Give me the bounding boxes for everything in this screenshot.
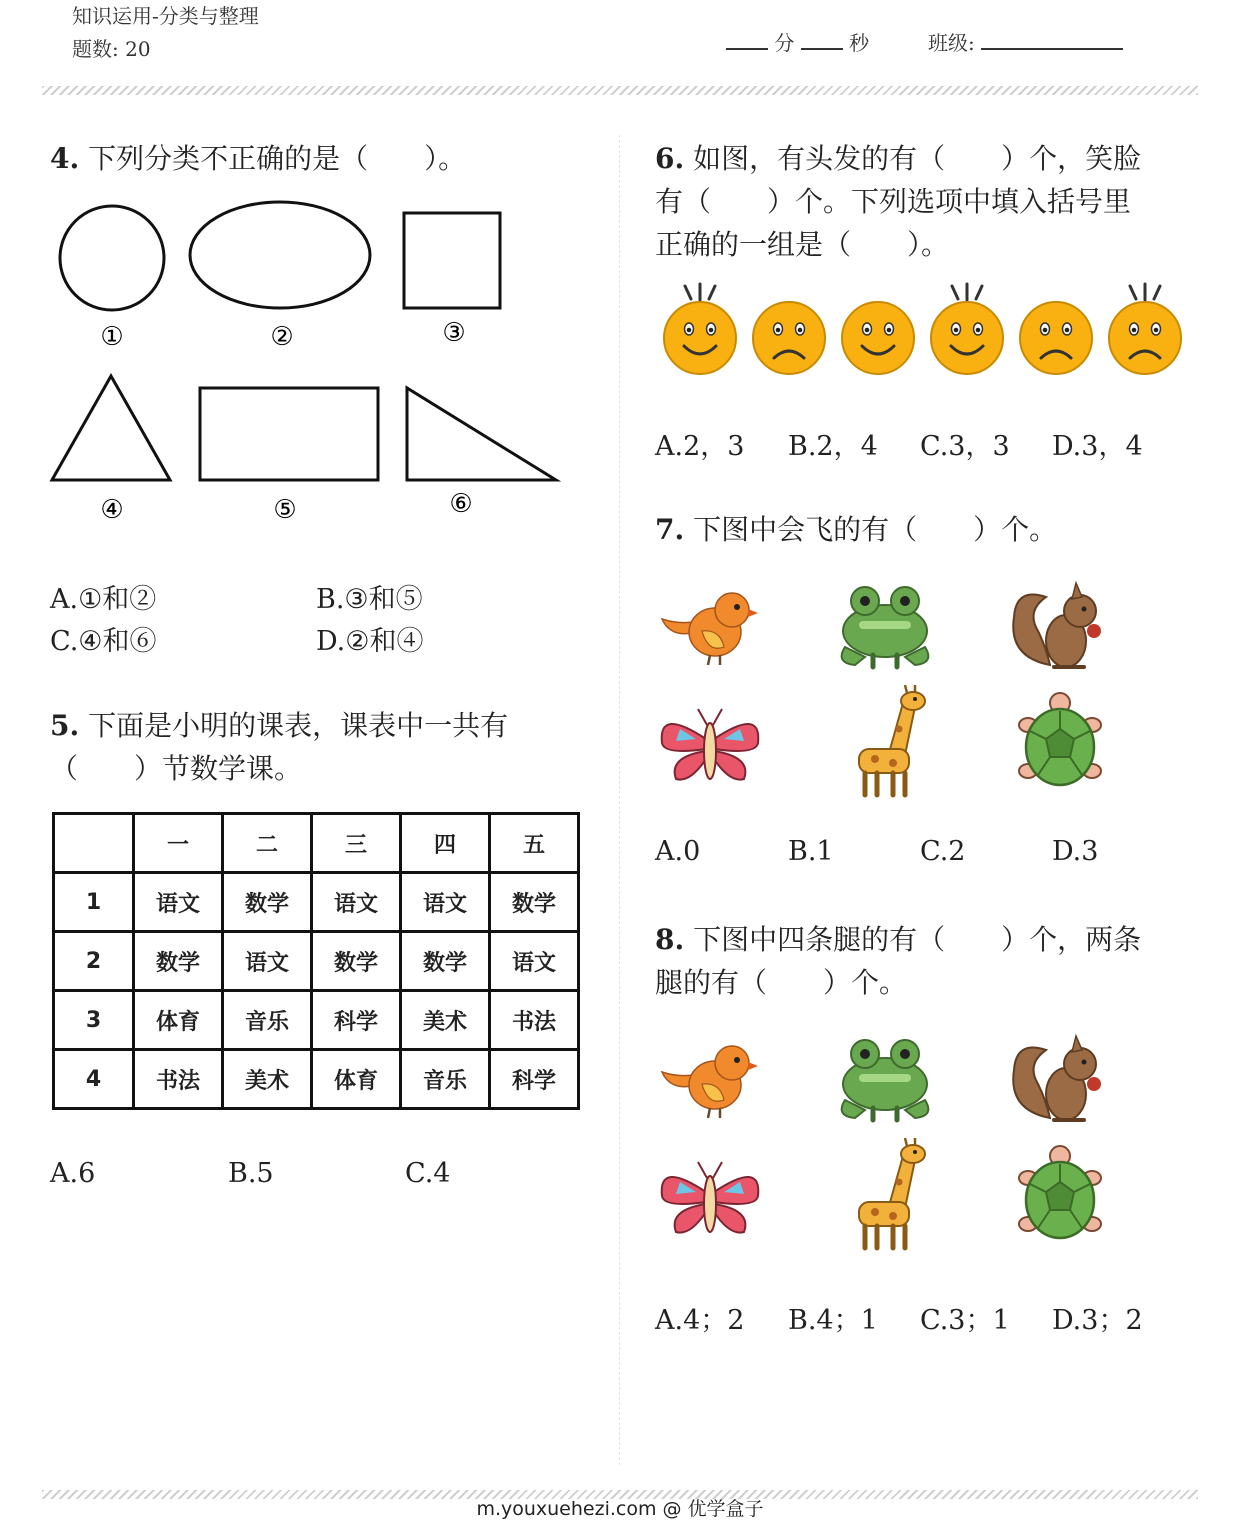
- second-label: 秒: [849, 31, 870, 55]
- table-cell: 3: [54, 991, 134, 1050]
- squirrel-icon: [1013, 1036, 1101, 1120]
- option-d[interactable]: D.3，4: [1052, 431, 1143, 462]
- question-text: 如图，有头发的有（ ）个，笑脸: [693, 142, 1142, 175]
- option-a[interactable]: A.4；2: [655, 1305, 745, 1336]
- shape-label: ③: [442, 318, 466, 348]
- table-cell: 书法: [134, 1050, 223, 1109]
- question-4: [50, 137, 466, 180]
- option-c[interactable]: C.④和⑥: [50, 626, 157, 657]
- table-cell: 音乐: [223, 991, 312, 1050]
- table-row: [54, 873, 579, 932]
- question-text: 下列分类不正确的是（ ）。: [88, 142, 467, 175]
- question-6: [655, 137, 1141, 266]
- table-cell: 语文: [312, 873, 401, 932]
- table-row: [54, 932, 579, 991]
- smiling-face: [842, 302, 914, 374]
- animals-figure: [655, 575, 1125, 805]
- footer-text: m.youxuehezi.com @ 优学盒子: [476, 1498, 764, 1520]
- table-cell: 书法: [490, 991, 579, 1050]
- shape-label: ①: [100, 322, 124, 352]
- schedule-table: [52, 812, 580, 1110]
- butterfly-icon: [662, 709, 759, 780]
- question-5: [50, 704, 508, 790]
- squirrel-icon: [1013, 583, 1101, 667]
- option-c[interactable]: C.4: [405, 1158, 451, 1189]
- shape-label: ⑤: [273, 495, 297, 525]
- option-a[interactable]: A.①和②: [50, 584, 157, 615]
- table-cell: 语文: [401, 873, 490, 932]
- table-cell: 二: [223, 814, 312, 873]
- giraffe-icon: [859, 685, 925, 795]
- question-text: 下图中会飞的有（ ）个。: [693, 513, 1058, 546]
- table-cell: 科学: [312, 991, 401, 1050]
- table-cell: 1: [54, 873, 134, 932]
- giraffe-icon: [859, 1138, 925, 1248]
- table-cell: 四: [401, 814, 490, 873]
- faces-figure: [655, 282, 1195, 387]
- question-text: 下图中四条腿的有（ ）个，两条: [693, 923, 1142, 956]
- smiling-face-with-hair: [931, 284, 1003, 374]
- table-cell: 4: [54, 1050, 134, 1109]
- circle-shape: [60, 206, 164, 310]
- option-b[interactable]: B.1: [788, 836, 834, 867]
- table-cell: [54, 814, 134, 873]
- option-a[interactable]: A.6: [50, 1158, 96, 1189]
- question-text-line2: 腿的有（ ）个。: [655, 966, 908, 999]
- frog-icon: [842, 1040, 929, 1120]
- question-number: 8.: [655, 923, 685, 956]
- question-number: 7.: [655, 513, 685, 546]
- bird-icon: [662, 593, 758, 665]
- square-shape: [404, 213, 500, 308]
- question-7: [655, 508, 1057, 551]
- table-cell: 语文: [223, 932, 312, 991]
- question-text-line2: 有（ ）个。下列选项中填入括号里: [655, 185, 1132, 218]
- option-a[interactable]: A.2，3: [655, 431, 745, 462]
- option-c[interactable]: C.2: [920, 836, 966, 867]
- table-cell: 2: [54, 932, 134, 991]
- time-fields: [726, 27, 869, 56]
- smiling-face-with-hair: [664, 284, 736, 374]
- sad-face: [753, 302, 825, 374]
- butterfly-icon: [662, 1162, 759, 1233]
- table-cell: 五: [490, 814, 579, 873]
- question-count: 题数: 20: [72, 37, 151, 61]
- table-cell: 数学: [312, 932, 401, 991]
- shape-label: ⑥: [449, 489, 473, 519]
- option-d[interactable]: D.3；2: [1052, 1305, 1143, 1336]
- table-cell: 数学: [401, 932, 490, 991]
- table-cell: 三: [312, 814, 401, 873]
- option-b[interactable]: B.2，4: [788, 431, 878, 462]
- option-b[interactable]: B.5: [228, 1158, 274, 1189]
- minute-blank[interactable]: [726, 48, 768, 50]
- minute-label: 分: [774, 31, 795, 55]
- question-8: [655, 918, 1141, 1004]
- table-cell: 语文: [490, 932, 579, 991]
- option-d[interactable]: D.②和④: [316, 626, 424, 657]
- question-text-line2: （ ）节数学课。: [50, 752, 303, 785]
- class-label: 班级:: [928, 31, 975, 55]
- class-blank[interactable]: [981, 48, 1123, 50]
- bird-icon: [662, 1046, 758, 1118]
- option-c[interactable]: C.3，3: [920, 431, 1010, 462]
- question-number: 6.: [655, 142, 685, 175]
- option-b[interactable]: B.4；1: [788, 1305, 878, 1336]
- triangle-shape: [52, 376, 170, 480]
- table-cell: 数学: [134, 932, 223, 991]
- table-cell: 数学: [490, 873, 579, 932]
- class-field: [928, 27, 1123, 56]
- ellipse-shape: [190, 202, 370, 308]
- table-cell: 科学: [490, 1050, 579, 1109]
- header-divider: [42, 86, 1198, 95]
- table-cell: 数学: [223, 873, 312, 932]
- option-a[interactable]: A.0: [655, 836, 701, 867]
- table-header-row: [54, 814, 579, 873]
- column-divider: [619, 135, 620, 1465]
- table-cell: 一: [134, 814, 223, 873]
- worksheet-title: 知识运用-分类与整理: [72, 4, 259, 28]
- shapes-figure: [40, 195, 570, 525]
- option-c[interactable]: C.3；1: [920, 1305, 1010, 1336]
- question-number: 4.: [50, 142, 80, 175]
- table-cell: 体育: [134, 991, 223, 1050]
- table-row: [54, 991, 579, 1050]
- shape-label: ④: [100, 495, 124, 525]
- animals-figure: [655, 1028, 1125, 1258]
- second-blank[interactable]: [801, 48, 843, 50]
- turtle-icon: [1019, 1146, 1101, 1238]
- right-triangle-shape: [407, 388, 556, 480]
- table-cell: 音乐: [401, 1050, 490, 1109]
- option-d[interactable]: D.3: [1052, 836, 1099, 867]
- sad-face: [1020, 302, 1092, 374]
- question-number: 5.: [50, 709, 80, 742]
- sad-face-with-hair: [1109, 284, 1181, 374]
- question-text-line3: 正确的一组是（ ）。: [655, 228, 950, 261]
- question-text: 下面是小明的课表，课表中一共有: [88, 709, 509, 742]
- table-cell: 体育: [312, 1050, 401, 1109]
- table-cell: 美术: [223, 1050, 312, 1109]
- table-cell: 语文: [134, 873, 223, 932]
- frog-icon: [842, 587, 929, 667]
- table-cell: 美术: [401, 991, 490, 1050]
- turtle-icon: [1019, 693, 1101, 785]
- table-row: [54, 1050, 579, 1109]
- option-b[interactable]: B.③和⑤: [316, 584, 423, 615]
- shape-label: ②: [270, 322, 294, 352]
- rectangle-shape: [200, 388, 378, 480]
